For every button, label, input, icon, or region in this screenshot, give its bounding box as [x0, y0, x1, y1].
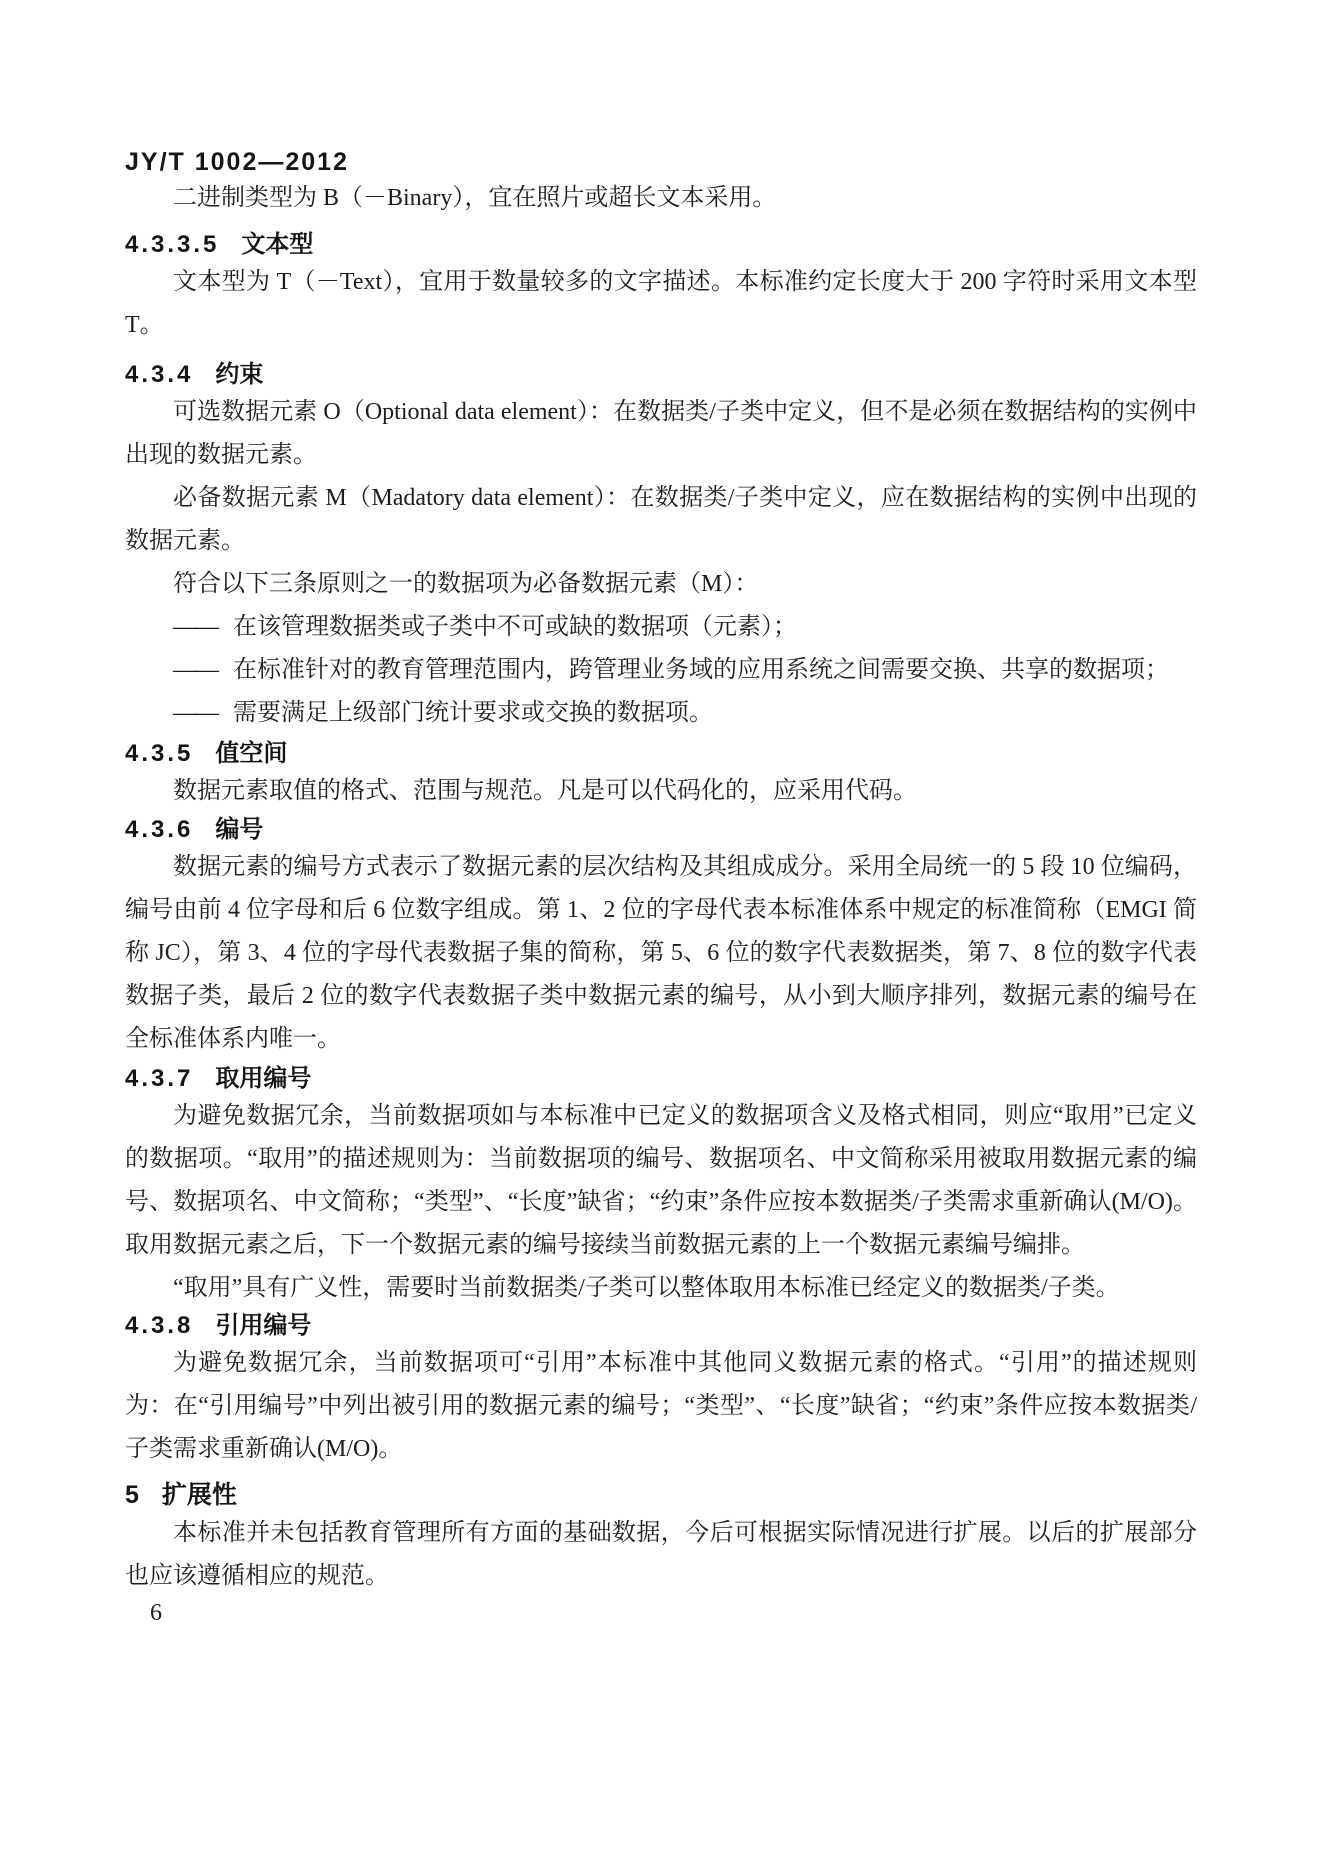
section-title: 编号: [215, 816, 264, 843]
paragraph-numbering-scheme: 数据元素的编号方式表示了数据元素的层次结构及其组成成分。采用全局统一的 5 段 10 位编码，编号由前 4 位字母和后 6 位数字组成。第 1、2 位的字母代表本标准体系中规定的标准简称（EMGI 简称 JC），第 3、4 位的字母代表数据子集的简称，第 5、6 位的数字代表数据类，第 7、8 位的数字代表数据子类，最后 2 位的数字代表数据子类中数据元素的编号，从小到大顺序排列，数据元素的编号在全标准体系内唯一。: [125, 854, 1197, 1052]
paragraph-text-type: 文本型为 T（－Text），宜用于数量较多的文字描述。本标准约定长度大于 200 字符时采用文本型 T。: [125, 269, 1197, 338]
section-heading-4-3-5: [125, 738, 1197, 770]
list-item-text: 在该管理数据类或子类中不可或缺的数据项（元素）；: [233, 614, 797, 640]
section-title: 引用编号: [215, 1312, 312, 1339]
paragraph-extensibility: 本标准并未包括教育管理所有方面的基础数据，今后可根据实际情况进行扩展。以后的扩展部分也应该遵循相应的规范。: [125, 1520, 1197, 1589]
section-number: 4.3.7: [125, 1065, 194, 1092]
chapter-title: 扩展性: [161, 1481, 237, 1509]
section-number: 4.3.4: [125, 361, 194, 388]
paragraph-optional-element: 可选数据元素 O（Optional data element）：在数据类/子类中定义，但不是必须在数据结构的实例中出现的数据元素。: [125, 399, 1197, 468]
page-number: 6: [150, 1600, 162, 1626]
list-item: [125, 649, 1197, 692]
section-heading-4-3-7: [125, 1063, 1197, 1095]
section-heading-4-3-6: [125, 814, 1197, 846]
list-item-text: 在标准针对的教育管理范围内，跨管理业务域的应用系统之间需要交换、共享的数据项；: [233, 657, 1169, 683]
list-item: [125, 606, 1197, 649]
section-title: 约束: [215, 361, 264, 388]
section-heading-4-3-8: [125, 1310, 1197, 1342]
paragraph-mandatory-element: 必备数据元素 M（Madatory data element）：在数据类/子类中定义，应在数据结构的实例中出现的数据元素。: [125, 485, 1197, 554]
section-title: 文本型: [241, 231, 314, 258]
section-number: 4.3.6: [125, 816, 194, 843]
chapter-heading-5: [125, 1478, 1197, 1512]
paragraph-binary-type: 二进制类型为 B（－Binary），宜在照片或超长文本采用。: [173, 185, 777, 211]
chapter-number: 5: [125, 1481, 142, 1509]
list-item-text: 需要满足上级部门统计要求或交换的数据项。: [233, 700, 713, 726]
section-number: 4.3.8: [125, 1312, 194, 1339]
section-title: 取用编号: [215, 1065, 312, 1092]
section-number: 4.3.5: [125, 740, 194, 767]
list-item-dash: ——: [173, 657, 217, 683]
list-item-dash: ——: [173, 700, 217, 726]
paragraph-reuse-rule: 为避免数据冗余，当前数据项如与本标准中已定义的数据项含义及格式相同，则应“取用”已定义的数据项。“取用”的描述规则为：当前数据项的编号、数据项名、中文简称采用被取用数据元素的编号、数据项名、中文简称；“类型”、“长度”缺省；“约束”条件应按本数据类/子类需求重新确认(M/O)。取用数据元素之后，下一个数据元素的编号接续当前数据元素的上一个数据元素编号编排。: [125, 1103, 1197, 1258]
section-heading-4-3-3-5: [125, 229, 1197, 261]
list-item: [125, 692, 1197, 735]
list-item-dash: ——: [173, 614, 217, 640]
paragraph-value-space: 数据元素取值的格式、范围与规范。凡是可以代码化的，应采用代码。: [173, 778, 917, 804]
section-title: 值空间: [215, 740, 288, 767]
section-number: 4.3.3.5: [125, 231, 220, 258]
section-heading-4-3-4: [125, 359, 1197, 391]
paragraph-reuse-generality: “取用”具有广义性，需要时当前数据类/子类可以整体取用本标准已经定义的数据类/子类。: [173, 1275, 1120, 1301]
paragraph-reference-rule: 为避免数据冗余，当前数据项可“引用”本标准中其他同义数据元素的格式。“引用”的描述规则为：在“引用编号”中列出被引用的数据元素的编号；“类型”、“长度”缺省；“约束”条件应按本数据类/子类需求重新确认(M/O)。: [125, 1350, 1197, 1462]
document-code-header: JY/T 1002—2012: [125, 148, 349, 176]
paragraph-rules-intro: 符合以下三条原则之一的数据项为必备数据元素（M）：: [173, 571, 759, 597]
